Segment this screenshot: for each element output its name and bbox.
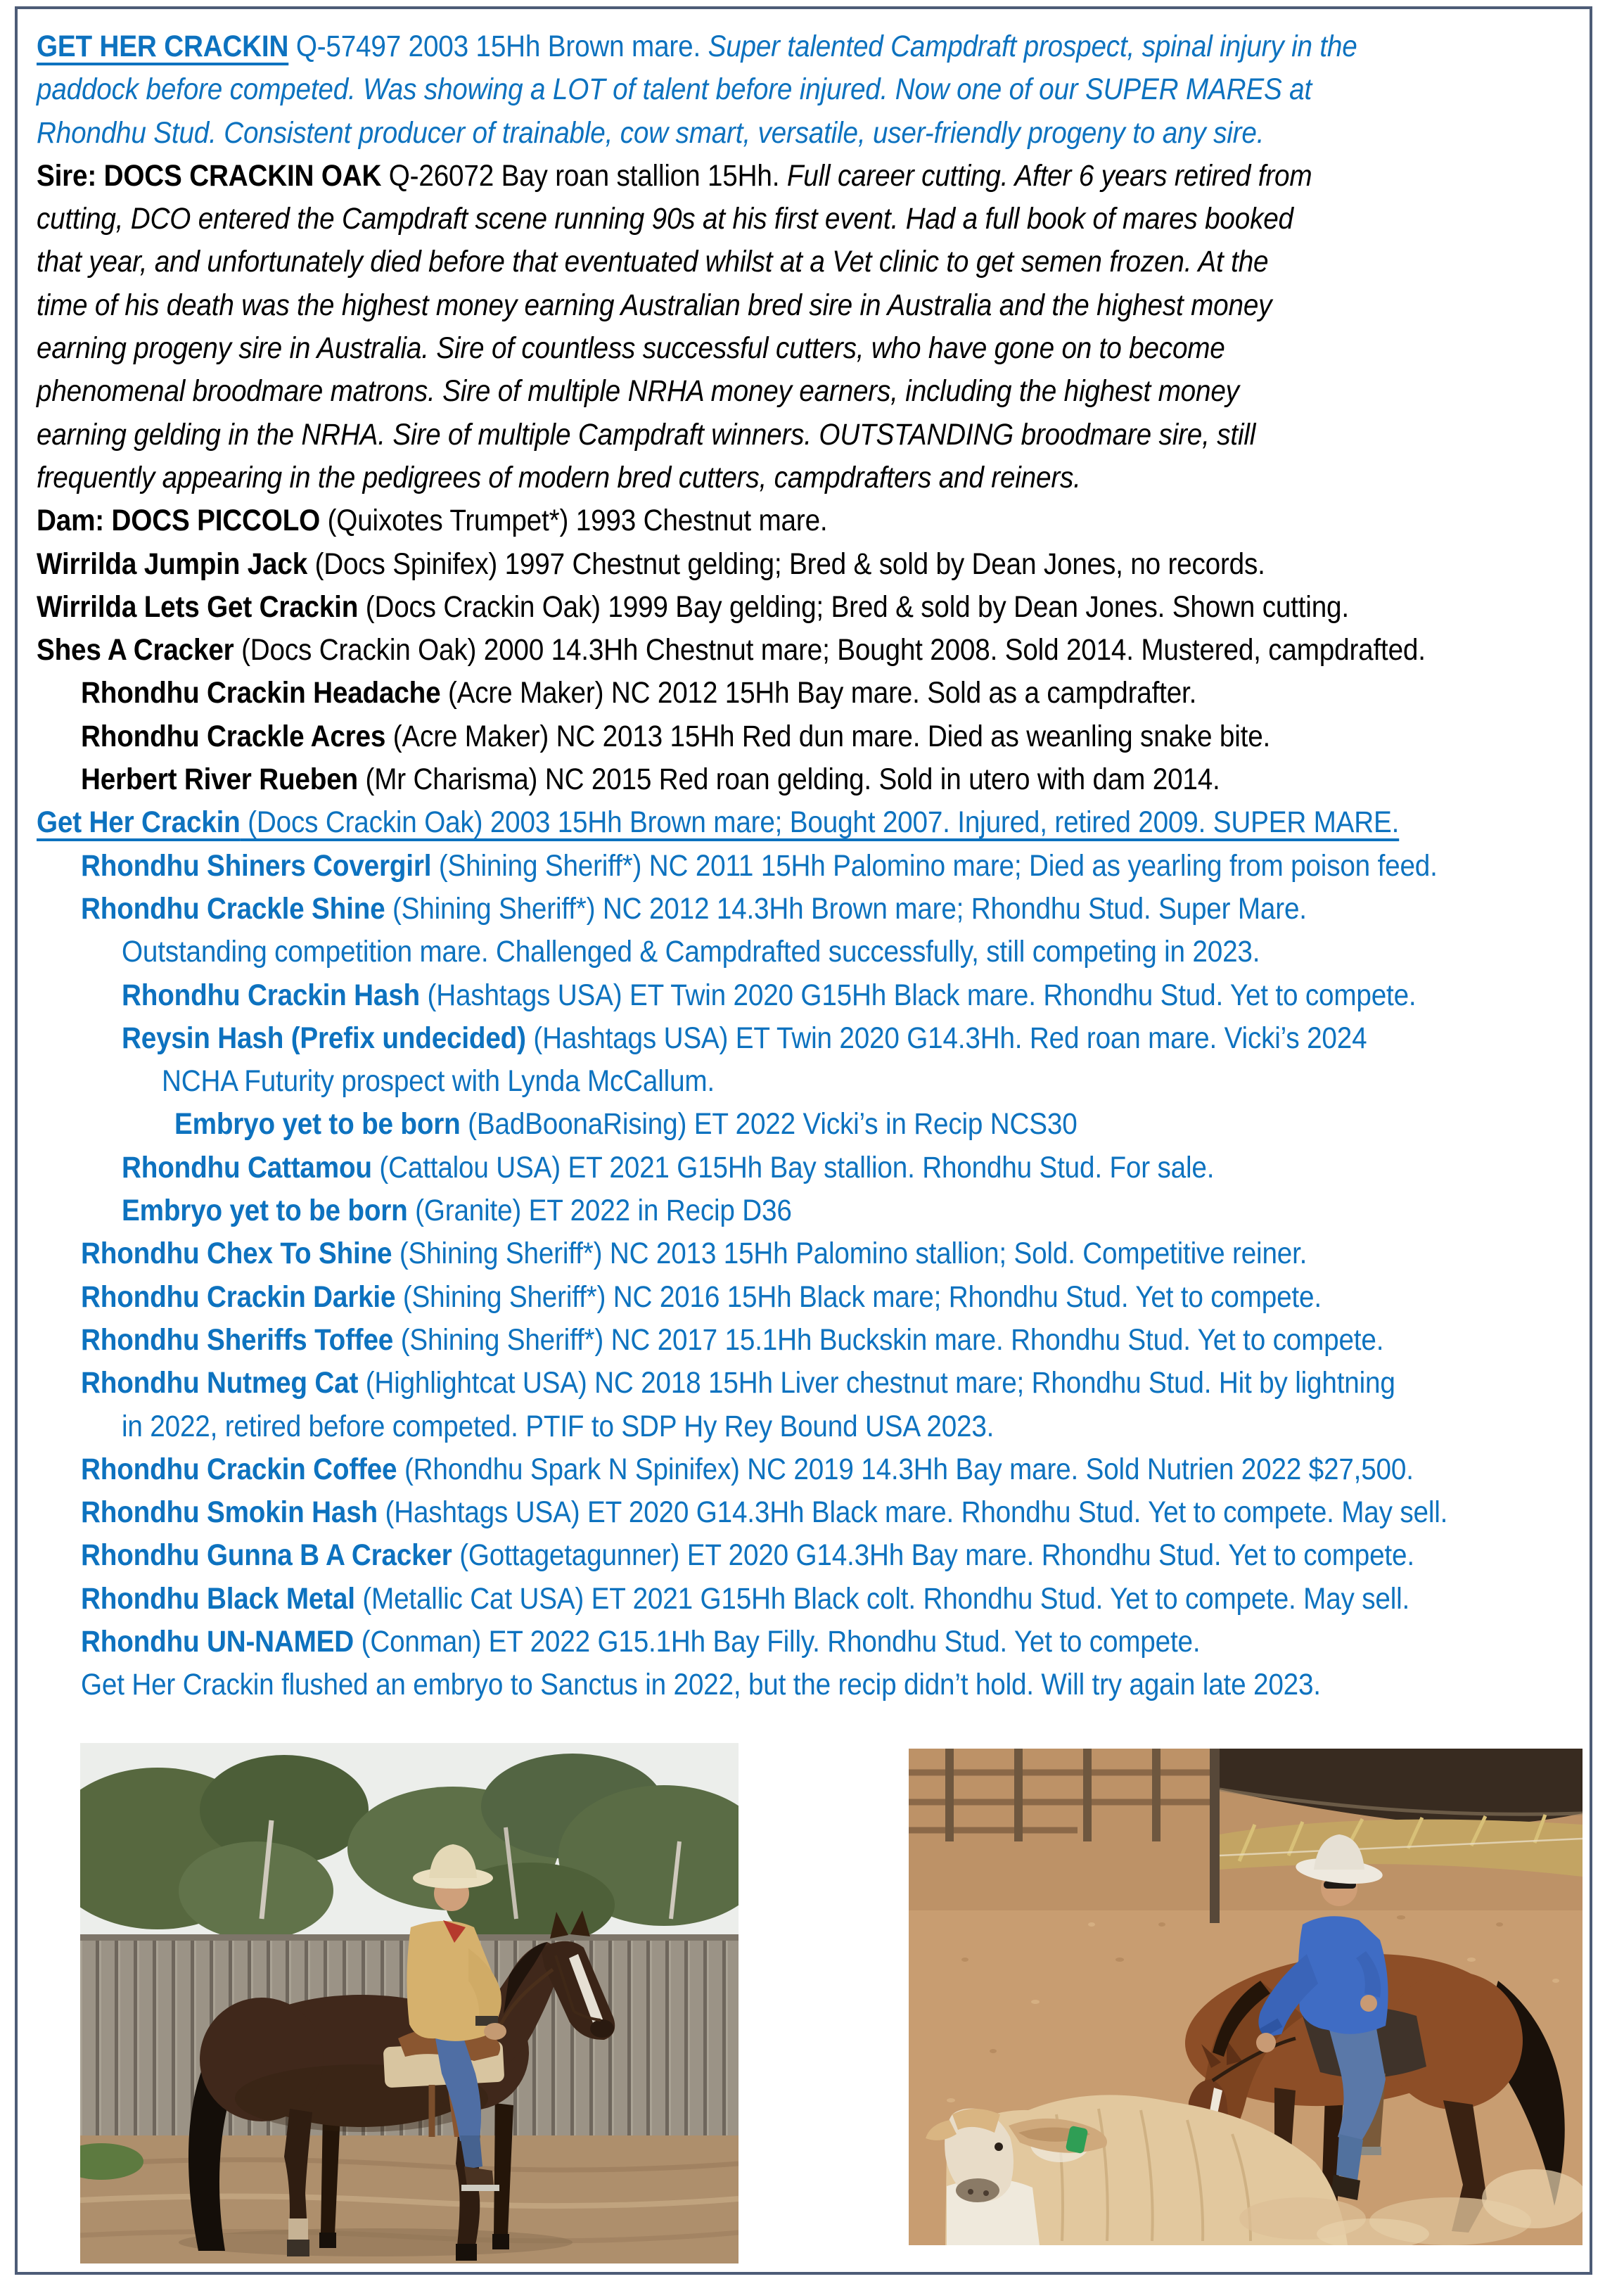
text-run: (Metallic Cat USA) ET 2021 G15Hh Black colt. Rhondhu Stud. Yet to compete. May sell. bbox=[354, 1582, 1410, 1616]
text-run: Rhondhu Crackle Acres bbox=[81, 720, 386, 753]
text-line bbox=[37, 1189, 1592, 1232]
text-run: Wirrilda Jumpin Jack bbox=[37, 547, 308, 581]
text-line-runs bbox=[122, 1147, 1214, 1189]
text-line bbox=[37, 1232, 1592, 1275]
white-sock bbox=[288, 2218, 308, 2241]
horse-shadow bbox=[179, 2228, 573, 2256]
text-run: frequently appearing in the pedigrees of modern bred cutters, campdrafters and reiners. bbox=[37, 461, 1081, 494]
text-line-runs bbox=[81, 758, 1220, 801]
text-run: (Shining Sheriff*) NC 2012 14.3Hh Brown mare; Rhondhu Stud. Super Mare. bbox=[385, 892, 1307, 926]
text-line bbox=[37, 414, 1592, 456]
rein-hand bbox=[1256, 2033, 1276, 2052]
text-run: (Shining Sheriff*) NC 2011 15Hh Palomino mare; Died as yearling from poison feed. bbox=[431, 849, 1438, 883]
text-line bbox=[37, 586, 1592, 629]
text-run: time of his death was the highest money earning Australian bred sire in Australia and the highest money bbox=[37, 288, 1272, 322]
text-run: Rhondhu Shiners Covergirl bbox=[81, 849, 432, 883]
text-run: phenomenal broodmare matrons. Sire of multiple NRHA money earners, including the highest money bbox=[37, 375, 1239, 409]
text-line bbox=[37, 112, 1592, 155]
text-run: Reysin Hash (Prefix undecided) bbox=[122, 1021, 526, 1055]
text-run: (Acre Maker) NC 2013 15Hh Red dun mare. Died as weanling snake bite. bbox=[385, 720, 1271, 753]
text-run: (Highlightcat USA) NC 2018 15Hh Liver chestnut mare; Rhondhu Stud. Hit by lightning bbox=[358, 1367, 1395, 1400]
text-line bbox=[37, 1664, 1592, 1706]
text-line-runs bbox=[81, 1534, 1414, 1577]
text-run: GET HER CRACKIN bbox=[37, 30, 289, 63]
text-line bbox=[37, 370, 1592, 413]
text-line bbox=[37, 931, 1592, 973]
text-run: Rhondhu Stud. Consistent producer of trainable, cow smart, versatile, user-friendly progeny to any sire. bbox=[37, 116, 1265, 150]
text-line-runs bbox=[37, 499, 827, 542]
steel-post bbox=[1210, 1749, 1220, 1923]
text-run: Shes A Cracker bbox=[37, 634, 234, 668]
text-line bbox=[37, 499, 1592, 542]
text-line bbox=[37, 1103, 1592, 1146]
text-run: Q-26072 Bay roan stallion 15Hh. bbox=[381, 159, 787, 193]
text-run: Rhondhu Crackin Darkie bbox=[81, 1280, 396, 1314]
text-run: Rhondhu Nutmeg Cat bbox=[81, 1367, 359, 1400]
text-line bbox=[37, 845, 1592, 888]
text-run: Rhondhu Cattamou bbox=[122, 1151, 372, 1184]
cutting-cow-illustration bbox=[909, 1749, 1583, 2245]
text-line bbox=[37, 1448, 1592, 1491]
text-run: Embryo yet to be born bbox=[174, 1108, 461, 1142]
text-run: (Docs Crackin Oak) 2000 14.3Hh Chestnut mare; Bought 2008. Sold 2014. Mustered, campdrafted. bbox=[234, 634, 1426, 668]
cow-muzzle bbox=[956, 2178, 999, 2202]
text-run: (Acre Maker) NC 2012 15Hh Bay mare. Sold as a campdrafter. bbox=[440, 677, 1197, 710]
text-line bbox=[37, 715, 1592, 758]
text-run: Embryo yet to be born bbox=[122, 1194, 408, 1228]
text-line bbox=[37, 155, 1592, 198]
text-line-runs bbox=[37, 370, 1239, 413]
text-run: (Shining Sheriff*) NC 2013 15Hh Palomino stallion; Sold. Competitive reiner. bbox=[392, 1237, 1307, 1271]
text-line bbox=[37, 1147, 1592, 1189]
text-line-runs bbox=[37, 68, 1312, 111]
text-line bbox=[37, 327, 1592, 370]
text-line-runs bbox=[162, 1060, 715, 1103]
document-body bbox=[37, 25, 1592, 1707]
text-run: Rhondhu Gunna B A Cracker bbox=[81, 1539, 452, 1573]
text-line-runs bbox=[37, 241, 1268, 283]
text-run: Super talented Campdraft prospect, spinal injury in the bbox=[708, 30, 1357, 63]
text-run: (Conman) ET 2022 G15.1Hh Bay Filly. Rhondhu Stud. Yet to compete. bbox=[354, 1625, 1201, 1659]
text-run: Q-57497 2003 15Hh Brown mare. bbox=[288, 30, 708, 63]
text-run: (Gottagetagunner) ET 2020 G14.3Hh Bay mare. Rhondhu Stud. Yet to compete. bbox=[452, 1539, 1414, 1573]
text-run: Rhondhu Crackin Hash bbox=[122, 978, 420, 1012]
text-line-runs bbox=[81, 1362, 1395, 1405]
text-line-runs bbox=[122, 974, 1417, 1017]
text-run: (Hashtags USA) ET Twin 2020 G15Hh Black mare. Rhondhu Stud. Yet to compete. bbox=[419, 978, 1417, 1012]
text-line-runs bbox=[81, 1578, 1409, 1621]
text-run: Rhondhu Black Metal bbox=[81, 1582, 355, 1616]
text-line-runs bbox=[81, 845, 1438, 888]
text-line-runs bbox=[81, 1319, 1383, 1362]
text-run: cutting, DCO entered the Campdraft scene running 90s at his first event. Had a full book of mares booked bbox=[37, 203, 1293, 236]
text-run: (Hashtags USA) ET 2020 G14.3Hh Black mare. Rhondhu Stud. Yet to compete. May sell. bbox=[377, 1496, 1448, 1530]
text-run: Full career cutting. After 6 years retired from bbox=[786, 159, 1312, 193]
text-line-runs bbox=[122, 931, 1260, 973]
text-run: Rhondhu UN-NAMED bbox=[81, 1625, 354, 1659]
text-run: that year, and unfortunately died before that eventuated whilst at a Vet clinic to get semen frozen. At the bbox=[37, 245, 1269, 279]
text-line-runs bbox=[81, 1276, 1322, 1319]
text-line bbox=[37, 888, 1592, 931]
text-line-runs bbox=[81, 1664, 1321, 1706]
text-line-runs bbox=[122, 1405, 994, 1448]
text-run: in 2022, retired before competed. PTIF to SDP Hy Rey Bound USA 2023. bbox=[122, 1410, 995, 1443]
text-line-runs bbox=[81, 1621, 1200, 1664]
text-line bbox=[37, 974, 1592, 1017]
text-line bbox=[37, 1362, 1592, 1405]
text-line-runs bbox=[81, 1491, 1447, 1534]
text-line bbox=[37, 198, 1592, 241]
text-run: Get Her Crackin flushed an embryo to Sanctus in 2022, but the recip didn’t hold. Will try again late 2023. bbox=[81, 1668, 1321, 1702]
text-line bbox=[37, 1319, 1592, 1362]
text-line-runs bbox=[37, 112, 1264, 155]
text-run: (Docs Spinifex) 1997 Chestnut gelding; Bred & sold by Dean Jones, no records. bbox=[307, 547, 1265, 581]
text-line bbox=[37, 1578, 1592, 1621]
text-line-runs bbox=[37, 284, 1272, 327]
text-line-runs bbox=[37, 155, 1312, 198]
photo-cutting-cow bbox=[909, 1749, 1583, 2245]
text-run: earning progeny sire in Australia. Sire of countless successful cutters, who have gone on to become bbox=[37, 332, 1225, 366]
text-line-runs bbox=[37, 629, 1426, 672]
text-line bbox=[37, 1405, 1592, 1448]
text-line bbox=[37, 629, 1592, 672]
text-run: Get Her Crackin bbox=[37, 806, 241, 840]
text-line-runs bbox=[37, 543, 1265, 586]
text-line-runs bbox=[37, 198, 1293, 241]
text-run: Sire: DOCS CRACKIN OAK bbox=[37, 159, 382, 193]
text-line bbox=[37, 543, 1592, 586]
text-run: (BadBoonaRising) ET 2022 Vicki’s in Recip NCS30 bbox=[460, 1108, 1078, 1142]
text-run: (Docs Crackin Oak) 1999 Bay gelding; Bred & sold by Dean Jones. Shown cutting. bbox=[358, 590, 1349, 624]
text-run: Rhondhu Crackin Headache bbox=[81, 677, 441, 710]
text-run: Outstanding competition mare. Challenged & Campdrafted successfully, still competing in 2023. bbox=[122, 936, 1260, 969]
text-line bbox=[37, 1534, 1592, 1577]
text-line bbox=[37, 241, 1592, 283]
text-run: Rhondhu Crackin Coffee bbox=[81, 1452, 397, 1486]
hand bbox=[484, 2023, 506, 2040]
text-run: (Mr Charisma) NC 2015 Red roan gelding. Sold in utero with dam 2014. bbox=[357, 763, 1220, 797]
text-line bbox=[37, 801, 1592, 844]
text-run: Herbert River Rueben bbox=[81, 763, 358, 797]
text-line-runs bbox=[81, 1232, 1307, 1275]
muzzle bbox=[590, 2019, 614, 2038]
text-line-runs bbox=[37, 327, 1225, 370]
text-line bbox=[37, 1060, 1592, 1103]
text-run: (Docs Crackin Oak) 2003 15Hh Brown mare; Bought 2007. Injured, retired 2009. SUPER MARE. bbox=[240, 806, 1400, 840]
text-line bbox=[37, 1621, 1592, 1664]
text-run: Wirrilda Lets Get Crackin bbox=[37, 590, 359, 624]
text-run: (Cattalou USA) ET 2021 G15Hh Bay stallion. Rhondhu Stud. For sale. bbox=[371, 1151, 1215, 1184]
text-run: (Shining Sheriff*) NC 2016 15Hh Black mare; Rhondhu Stud. Yet to compete. bbox=[395, 1280, 1322, 1314]
text-line-runs bbox=[37, 25, 1357, 68]
text-line-runs bbox=[81, 672, 1196, 715]
standing-horse-illustration bbox=[80, 1743, 739, 2263]
text-line bbox=[37, 1017, 1592, 1060]
text-run: (Granite) ET 2022 in Recip D36 bbox=[407, 1194, 792, 1228]
photo-standing-horse bbox=[80, 1743, 739, 2263]
stirrup bbox=[461, 2185, 499, 2191]
text-line-runs bbox=[122, 1189, 792, 1232]
text-line-runs bbox=[81, 1448, 1414, 1491]
text-run: (Rhondhu Spark N Spinifex) NC 2019 14.3Hh Bay mare. Sold Nutrien 2022 $27,500. bbox=[397, 1452, 1414, 1486]
text-line-runs bbox=[122, 1017, 1367, 1060]
text-line-runs bbox=[81, 715, 1270, 758]
text-run: Rhondhu Chex To Shine bbox=[81, 1237, 392, 1271]
text-line bbox=[37, 456, 1592, 499]
text-run: Rhondhu Sheriffs Toffee bbox=[81, 1323, 394, 1357]
text-line-runs bbox=[174, 1103, 1078, 1146]
text-line bbox=[37, 284, 1592, 327]
text-run: NCHA Futurity prospect with Lynda McCallum. bbox=[162, 1065, 715, 1099]
text-run: (Quixotes Trumpet*) 1993 Chestnut mare. bbox=[320, 504, 828, 538]
text-line-runs bbox=[81, 888, 1307, 931]
text-run: (Hashtags USA) ET Twin 2020 G14.3Hh. Red roan mare. Vicki’s 2024 bbox=[525, 1021, 1367, 1055]
text-line bbox=[37, 758, 1592, 801]
text-run: paddock before competed. Was showing a LOT of talent before injured. Now one of our SUPER MARES at bbox=[37, 73, 1312, 107]
text-line bbox=[37, 68, 1592, 111]
text-run: Rhondhu Smokin Hash bbox=[81, 1496, 378, 1530]
text-line-runs bbox=[37, 801, 1399, 844]
text-line bbox=[37, 672, 1592, 715]
text-line-runs bbox=[37, 414, 1255, 456]
text-line bbox=[37, 1276, 1592, 1319]
text-line bbox=[37, 25, 1592, 68]
text-line-runs bbox=[37, 456, 1081, 499]
text-run: Dam: DOCS PICCOLO bbox=[37, 504, 321, 538]
text-run: (Shining Sheriff*) NC 2017 15.1Hh Buckskin mare. Rhondhu Stud. Yet to compete. bbox=[393, 1323, 1384, 1357]
text-line bbox=[37, 1491, 1592, 1534]
cow-eye bbox=[995, 2143, 1003, 2151]
text-run: earning gelding in the NRHA. Sire of multiple Campdraft winners. OUTSTANDING broodmare sire, still bbox=[37, 418, 1256, 452]
text-run: Rhondhu Crackle Shine bbox=[81, 892, 385, 926]
text-line-runs bbox=[37, 586, 1349, 629]
